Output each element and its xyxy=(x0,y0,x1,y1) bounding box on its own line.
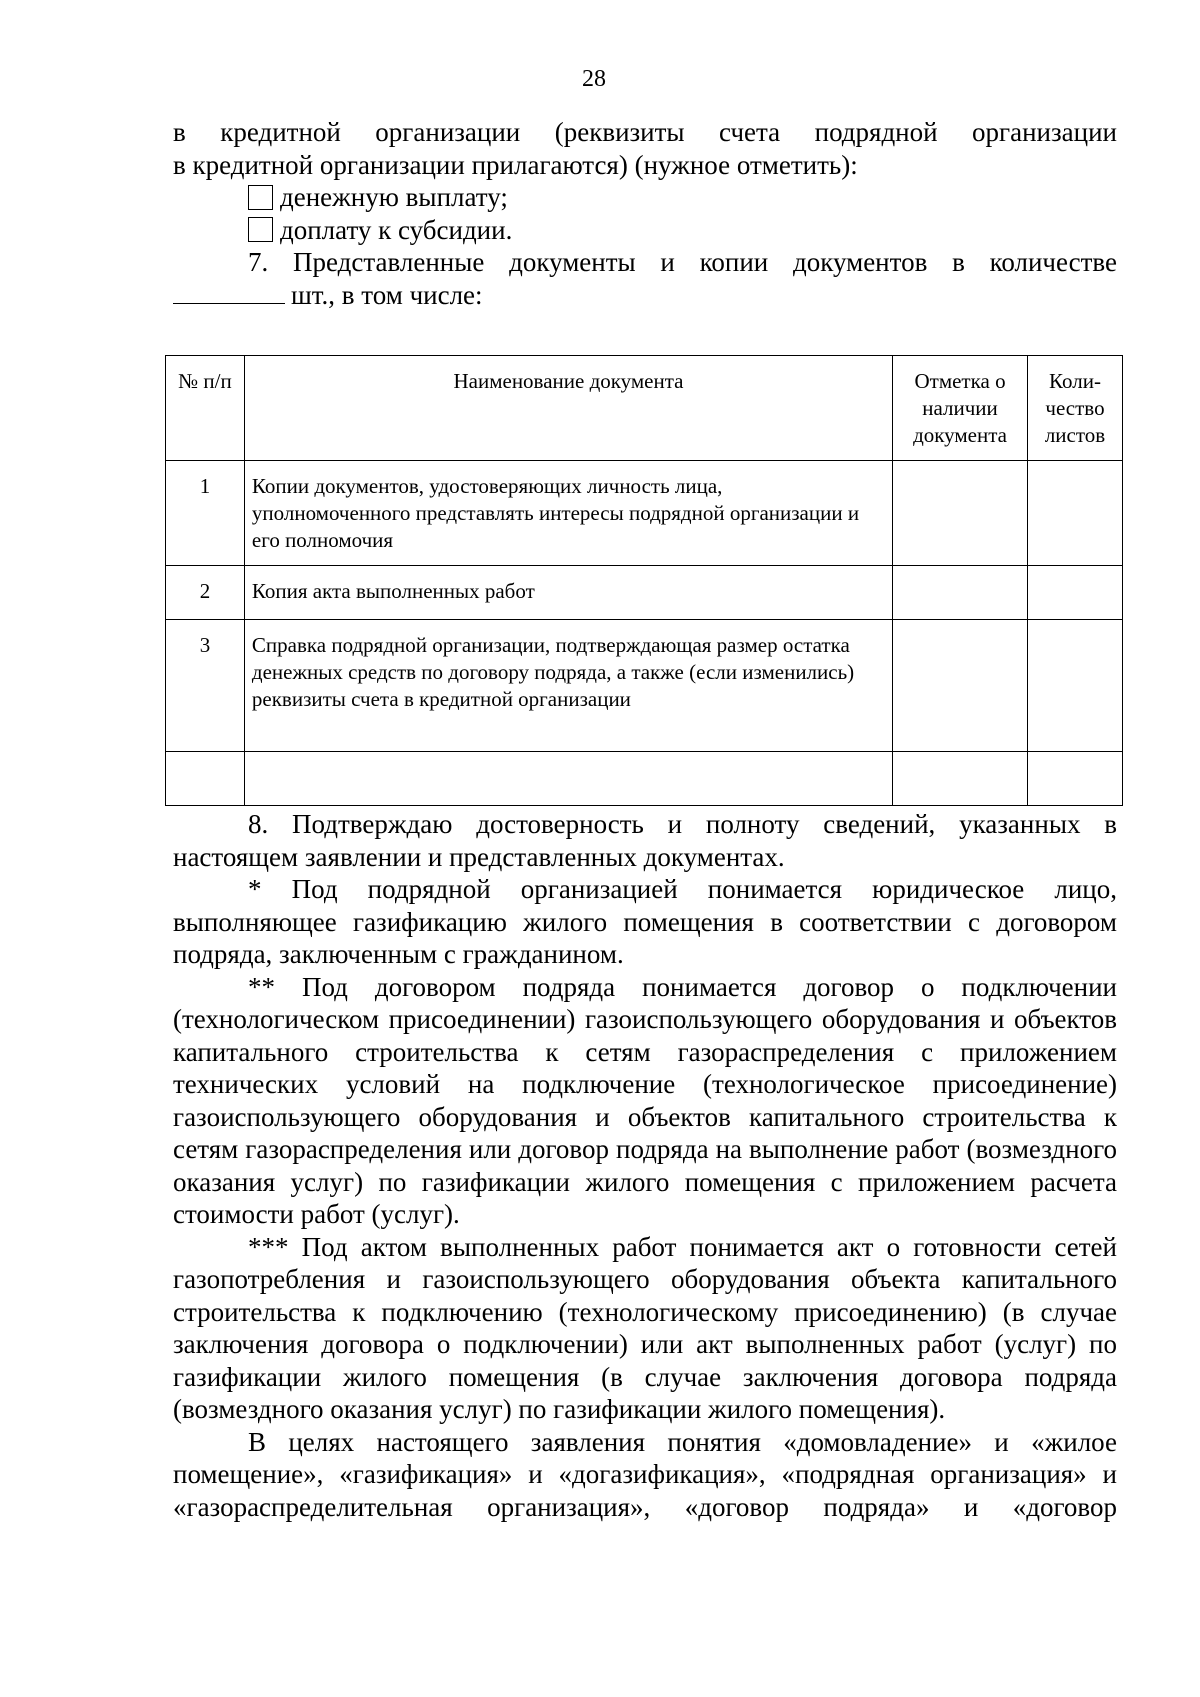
header-mark-line: Отметка о xyxy=(914,369,1006,393)
table-row xyxy=(166,620,1123,752)
row-mark-cell[interactable] xyxy=(893,752,1028,806)
checkbox-cash-payment[interactable] xyxy=(248,185,273,210)
row-count-cell[interactable] xyxy=(1028,620,1123,752)
intro-block xyxy=(173,116,1117,311)
header-count-line: листов xyxy=(1044,423,1106,447)
header-mark-line: документа xyxy=(913,423,1007,447)
row-count-cell[interactable] xyxy=(1028,752,1123,806)
header-count-line: чество xyxy=(1045,396,1105,420)
table-header-row xyxy=(166,356,1123,461)
row-count-cell[interactable] xyxy=(1028,461,1123,566)
body-text xyxy=(173,808,1117,1523)
row-mark-cell[interactable] xyxy=(893,566,1028,620)
row-count-cell[interactable] xyxy=(1028,566,1123,620)
row-num: 2 xyxy=(166,566,245,620)
item7-line-2 xyxy=(173,279,1117,312)
final-paragraph: В целях настоящего заявления понятия «домовладение» и «жилое помещение», «газификация» и «догазификация», «подрядная организация» и «газораспределительная организация», «договор подряда» и «договор xyxy=(173,1426,1117,1522)
header-mark-line: наличии xyxy=(922,396,998,420)
row-num: 3 xyxy=(166,620,245,752)
table-row xyxy=(166,461,1123,566)
paragraph-8: 8. Подтверждаю достоверность и полноту сведений, указанных в настоящем заявлении и представленных документах. xyxy=(173,809,1117,872)
intro-line-2: в кредитной организации прилагаются) (нужное отметить): xyxy=(173,149,858,180)
page-number: 28 xyxy=(582,66,606,92)
row-mark-cell[interactable] xyxy=(893,461,1028,566)
header-count-line: Коли- xyxy=(1049,369,1101,393)
header-name: Наименование документа xyxy=(244,356,892,461)
footnote-3: *** Под актом выполненных работ понимается акт о готовности сетей газопотребления и газоиспользующего оборудования объекта капитального строительства к подключению (технологическому присоединению) (в случае заключения договора о подключении) или акт выполненных работ (услуг) по газификации жилого помещения (в случае заключения договора подряда (возмездного оказания услуг) по газификации жилого помещения). xyxy=(173,1231,1117,1424)
item7-line-1: 7. Представленные документы и копии документов в количестве xyxy=(248,247,1117,277)
footnote-2: ** Под договором подряда понимается договор о подключении (технологическом присоединении) газоиспользующего оборудования и объектов капитального строительства к сетям газораспределения с приложением технических условий на подключение (технологическое присоединение) газоиспользующего оборудования и объектов капитального строительства к сетям газораспределения или договор подряда на выполнение работ (возмездного оказания услуг) по газификации жилого помещения с приложением расчета стоимости работ (услуг). xyxy=(173,971,1117,1229)
row-num-empty[interactable] xyxy=(166,752,245,806)
row-mark-cell[interactable] xyxy=(893,620,1028,752)
row-num: 1 xyxy=(166,461,245,566)
documents-table xyxy=(165,355,1123,806)
header-mark xyxy=(893,356,1028,461)
header-num: № п/п xyxy=(166,356,245,461)
row-name-empty[interactable] xyxy=(244,752,892,806)
item7-line-2-text: шт., в том числе: xyxy=(291,279,483,310)
quantity-blank[interactable] xyxy=(173,281,285,304)
option-label: доплату к субсидии. xyxy=(280,214,513,245)
intro-line-1: в кредитной организации (реквизиты счета подрядной организации xyxy=(173,117,1117,147)
checkbox-subsidy-supplement[interactable] xyxy=(248,217,273,242)
header-count xyxy=(1028,356,1123,461)
row-name: Копии документов, удостоверяющих личность лица, уполномоченного представлять интересы подрядной организации и его полномочия xyxy=(244,461,892,566)
option-label: денежную выплату; xyxy=(280,182,508,212)
option-cash-payment[interactable] xyxy=(248,181,1117,214)
row-name: Справка подрядной организации, подтверждающая размер остатка денежных средств по договору подряда, а также (если изменились) реквизиты счета в кредитной организации xyxy=(244,620,892,752)
table-row xyxy=(166,566,1123,620)
row-name: Копия акта выполненных работ xyxy=(244,566,892,620)
footnote-1: * Под подрядной организацией понимается юридическое лицо, выполняющее газификацию жилого помещения в соответствии с договором подряда, заключенным с гражданином. xyxy=(173,874,1117,969)
table-row-empty xyxy=(166,752,1123,806)
option-subsidy-supplement[interactable] xyxy=(248,214,1117,247)
